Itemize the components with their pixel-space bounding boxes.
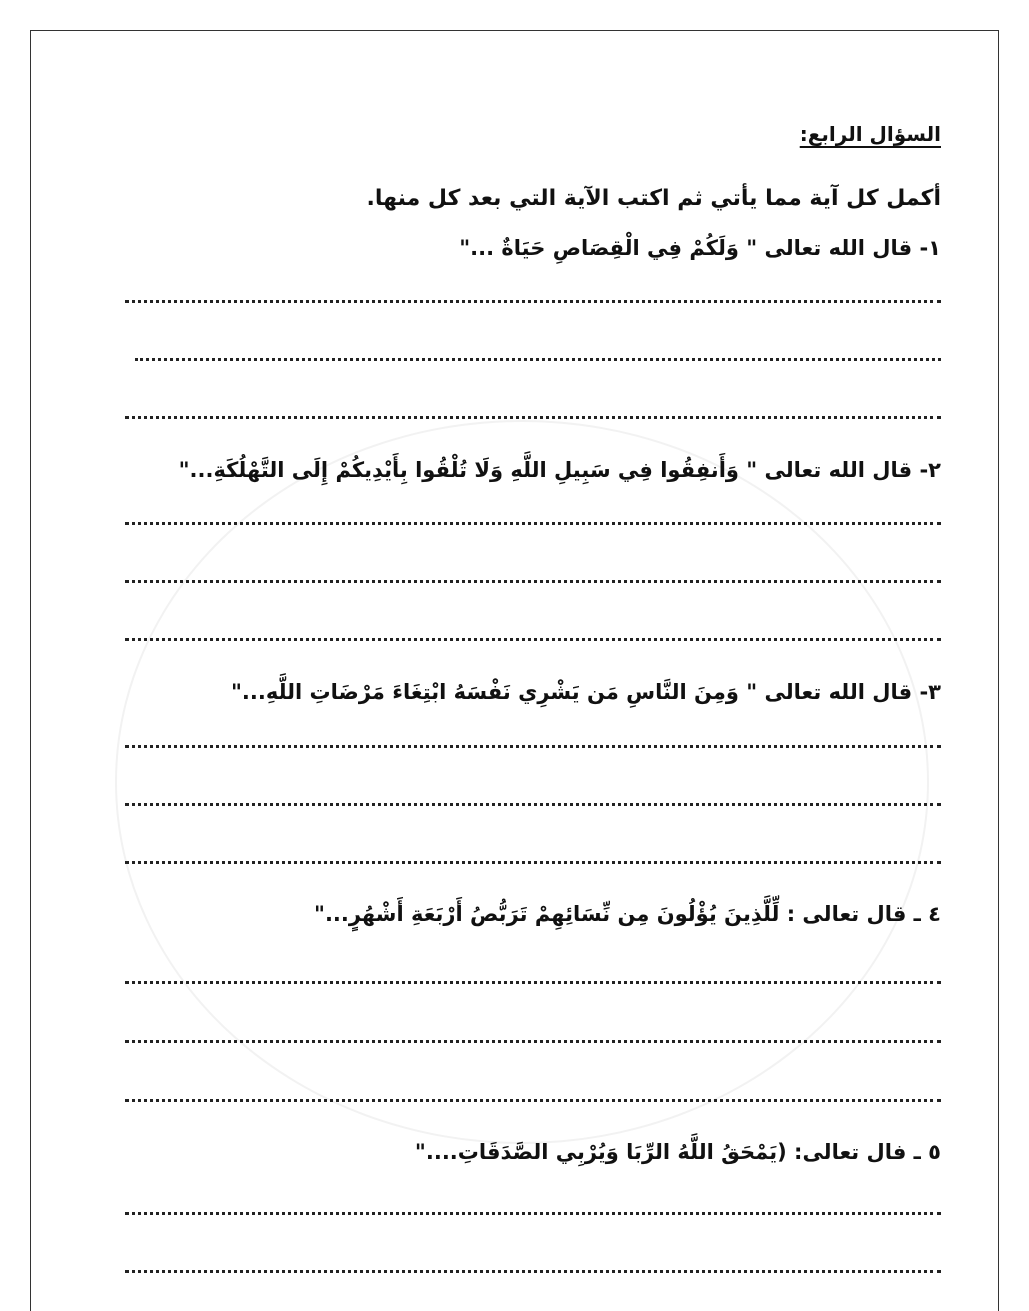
- answer-line[interactable]: [135, 358, 941, 361]
- answer-line[interactable]: [125, 745, 941, 748]
- answer-line[interactable]: [125, 300, 941, 303]
- faint-watermark-seal: [115, 420, 929, 1144]
- answer-line[interactable]: [125, 522, 941, 525]
- section-title: السؤال الرابع:: [799, 122, 941, 146]
- answer-line[interactable]: [125, 416, 941, 419]
- answer-line[interactable]: [125, 1270, 941, 1273]
- question-1: ١- قال الله تعالى " وَلَكُمْ فِي الْقِصَاصِ حَيَاةٌ ...": [459, 236, 941, 260]
- answer-line[interactable]: [125, 861, 941, 864]
- answer-line[interactable]: [125, 1040, 941, 1043]
- question-5: ٥ ـ فال تعالى: (يَمْحَقُ اللَّهُ الرِّبَا وَيُرْبِي الصَّدَقَاتِ....": [414, 1140, 941, 1164]
- question-4: ٤ ـ قال تعالى : لِّلَّذِينَ يُؤْلُونَ مِن نِّسَائِهِمْ تَرَبُّصُ أَرْبَعَةِ أَشْهُرٍ...": [314, 902, 941, 926]
- answer-line[interactable]: [125, 580, 941, 583]
- answer-line[interactable]: [125, 1212, 941, 1215]
- question-3: ٣- قال الله تعالى " وَمِنَ النَّاسِ مَن يَشْرِي نَفْسَهُ ابْتِغَاءَ مَرْضَاتِ اللَّهِ...": [230, 680, 941, 704]
- answer-line[interactable]: [125, 638, 941, 641]
- answer-line[interactable]: [125, 803, 941, 806]
- answer-line[interactable]: [125, 1099, 941, 1102]
- instructions: أكمل كل آية مما يأتي ثم اكتب الآية التي بعد كل منها.: [366, 186, 941, 211]
- question-2: ٢- قال الله تعالى " وَأَنفِقُوا فِي سَبِيلِ اللَّهِ وَلَا تُلْقُوا بِأَيْدِيكُمْ إِلَى التَّهْلُكَةِ...": [178, 458, 941, 482]
- answer-line[interactable]: [125, 981, 941, 984]
